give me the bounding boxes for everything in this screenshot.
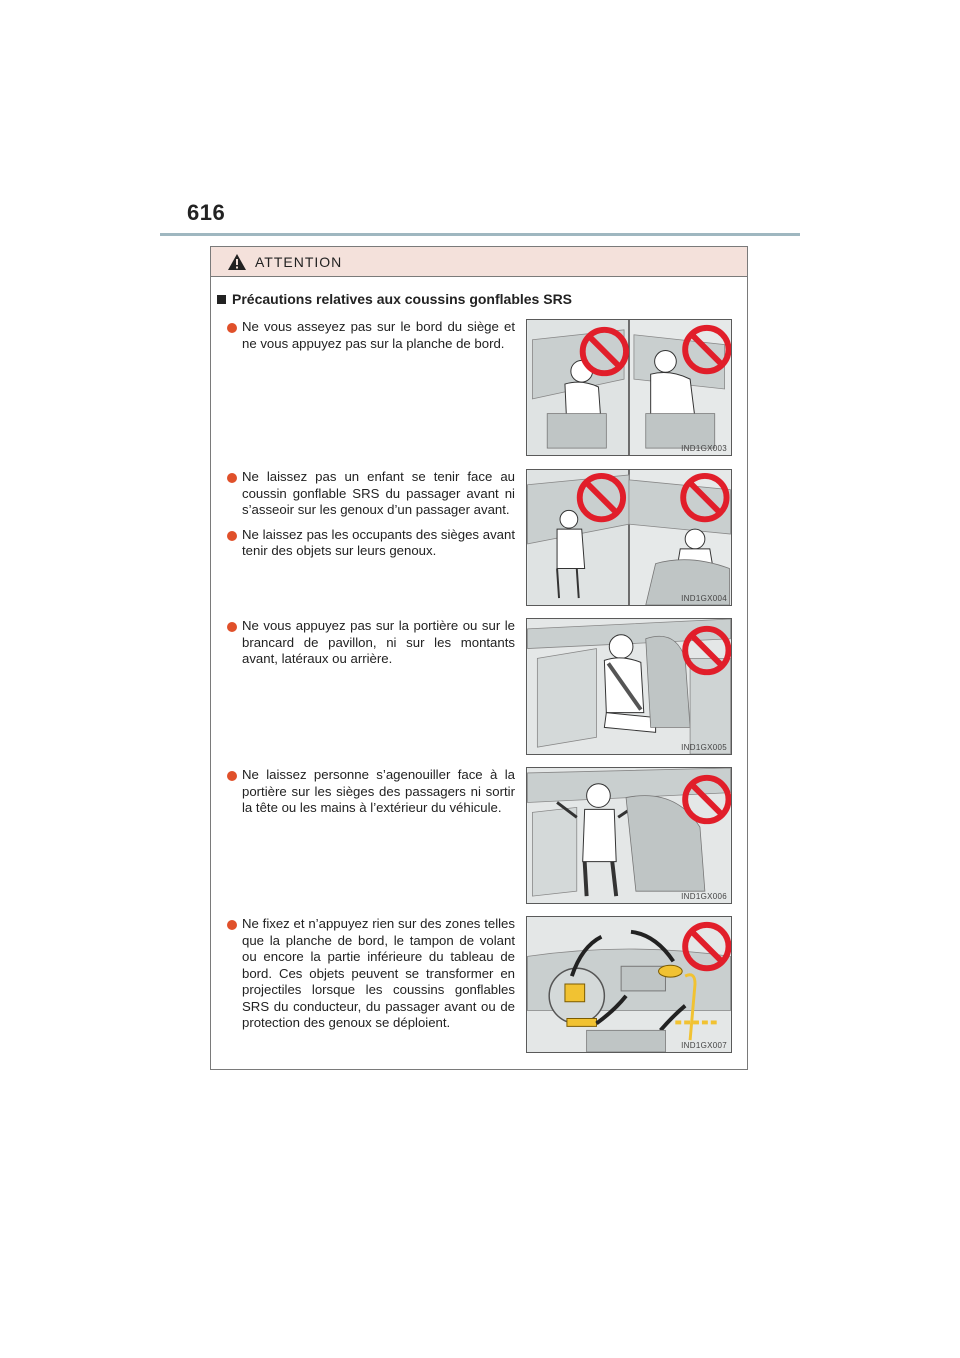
bullet-list (227, 319, 515, 360)
section-square-icon (217, 295, 226, 304)
warning-title: ATTENTION (255, 253, 343, 270)
bullet-item (227, 618, 515, 668)
section-title-text: Précautions relatives aux coussins gonflables SRS (232, 291, 573, 307)
bullet-item (227, 527, 515, 560)
illustration-1 (526, 319, 732, 456)
bullet-list (227, 618, 515, 676)
illustration-3 (526, 618, 732, 755)
image-code: IND1GX004 (681, 594, 727, 603)
bullet-item (227, 767, 515, 817)
bullet-text: Ne vous asseyez pas sur le bord du siège et ne vous appuyez pas sur la planche de bord. (242, 319, 515, 351)
image-code: IND1GX006 (681, 892, 727, 901)
bullet-text: Ne laissez pas un enfant se tenir face au coussin gonflable SRS du passager avant ni s’asseoir sur les genoux d’un passager avant. (242, 469, 515, 517)
bullet-dot-icon (227, 622, 237, 632)
bullet-item (227, 469, 515, 519)
illustration-5 (526, 916, 732, 1053)
child-front-seat-illustration (527, 470, 731, 605)
bullet-list (227, 469, 515, 568)
bullet-item (227, 916, 515, 1032)
image-code: IND1GX003 (681, 444, 727, 453)
seat-edge-illustration (527, 320, 731, 455)
section-title (217, 291, 572, 307)
bullet-dot-icon (227, 771, 237, 781)
bullet-text: Ne vous appuyez pas sur la portière ou sur le brancard de pavillon, ni sur les montants avant, latéraux ou arrière. (242, 618, 515, 666)
warning-box (210, 246, 748, 1070)
warning-triangle-icon (227, 253, 247, 271)
illustration-2 (526, 469, 732, 606)
image-code: IND1GX005 (681, 743, 727, 752)
bullet-dot-icon (227, 531, 237, 541)
top-rule (160, 233, 800, 236)
bullet-text: Ne fixez et n’appuyez rien sur des zones telles que la planche de bord, le tampon de volant ou encore la partie inférieure du tableau de bord. Ces objets peuvent se transformer en projectiles lorsque les coussins gonflables SRS du conducteur, du passager avant ou de protection des genoux se déploient. (242, 916, 515, 1030)
warning-header (211, 247, 747, 277)
bullet-text: Ne laissez pas les occupants des sièges avant tenir des objets sur leurs genoux. (242, 526, 515, 558)
bullet-dot-icon (227, 323, 237, 333)
page-number: 616 (187, 200, 226, 225)
bullet-dot-icon (227, 473, 237, 483)
dashboard-objects-illustration (527, 917, 731, 1052)
illustration-4 (526, 767, 732, 904)
door-lean-illustration (527, 619, 731, 754)
image-code: IND1GX007 (681, 1041, 727, 1050)
bullet-list (227, 767, 515, 825)
kneeling-passenger-illustration (527, 768, 731, 903)
bullet-item (227, 319, 515, 352)
bullet-dot-icon (227, 920, 237, 930)
bullet-list (227, 916, 515, 1040)
bullet-text: Ne laissez personne s’agenouiller face à la portière sur les sièges des passagers ni sortir la tête ou les mains à l’extérieur du véhicule. (242, 767, 515, 815)
